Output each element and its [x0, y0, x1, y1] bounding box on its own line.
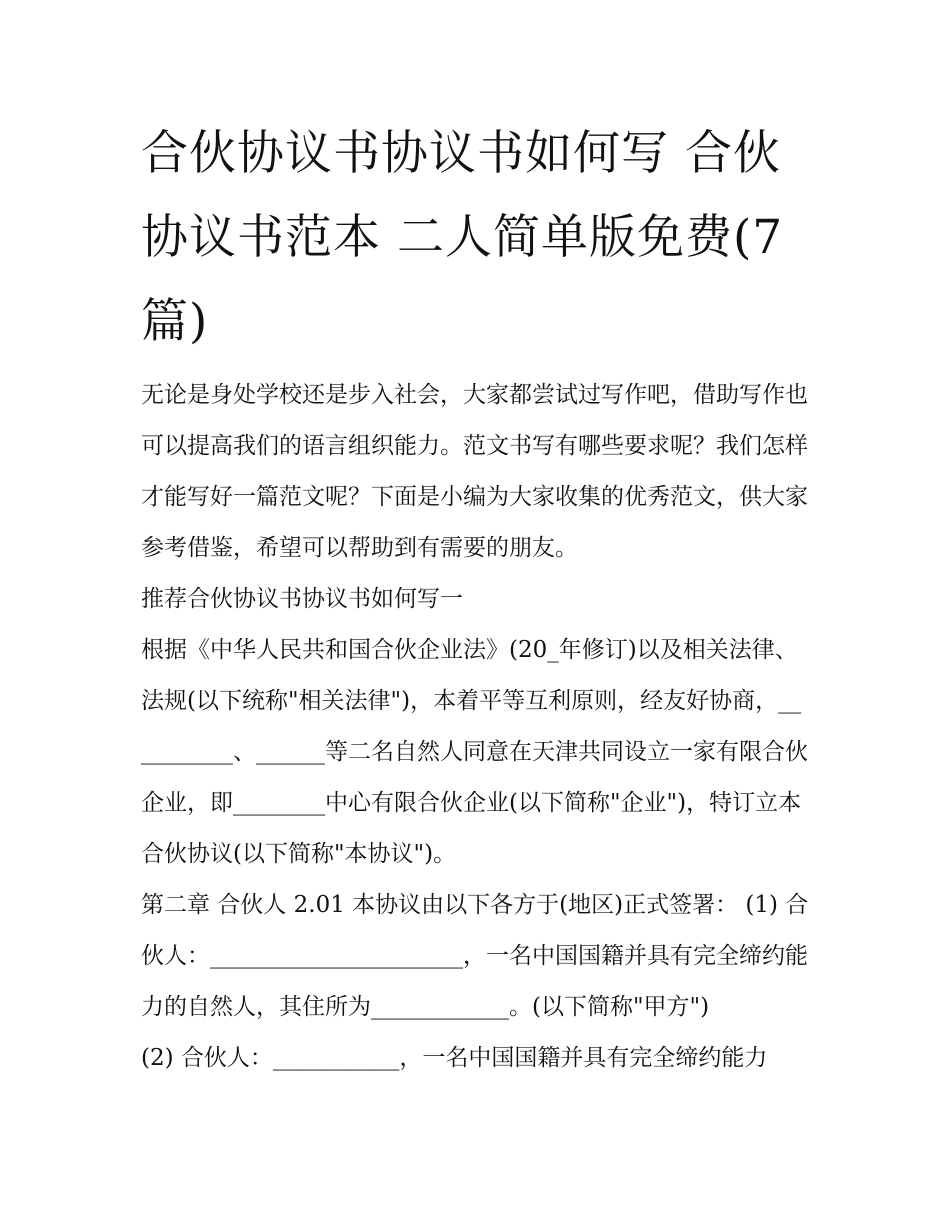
document-title: 合伙协议书协议书如何写 合伙协议书范本 二人简单版免费(7篇) [141, 126, 784, 349]
chapter-two-partners: 第二章 合伙人 2.01 本协议由以下各方于(地区)正式签署： (1) 合伙人：______________________，一名中国国籍并具有完全缔约能力的自然人，其住所为____________。(以下简称"甲方") [141, 892, 809, 1020]
agreement-preamble: 根据《中华人民共和国合伙企业法》(20_年修订)以及相关法律、法规(以下统称"相关法律")，本着平等互利原则，经友好协商，__________、______等二名自然人同意在天津共同设立一家有限合伙企业，即________中心有限合伙企业(以下简称"企业")，特订立本合伙协议(以下简称"本协议")。 [141, 637, 808, 867]
document-page [141, 112, 811, 1084]
partner-two-clause: (2) 合伙人：___________，一名中国国籍并具有完全缔约能力 [141, 1045, 768, 1071]
intro-paragraph: 无论是身处学校还是步入社会，大家都尝试过写作吧，借助写作也可以提高我们的语言组织能力。范文书写有哪些要求呢？我们怎样才能写好一篇范文呢？下面是小编为大家收集的优秀范文，供大家参考借鉴，希望可以帮助到有需要的朋友。 [141, 382, 808, 561]
section-heading: 推荐合伙协议书协议书如何写一 [141, 586, 463, 612]
